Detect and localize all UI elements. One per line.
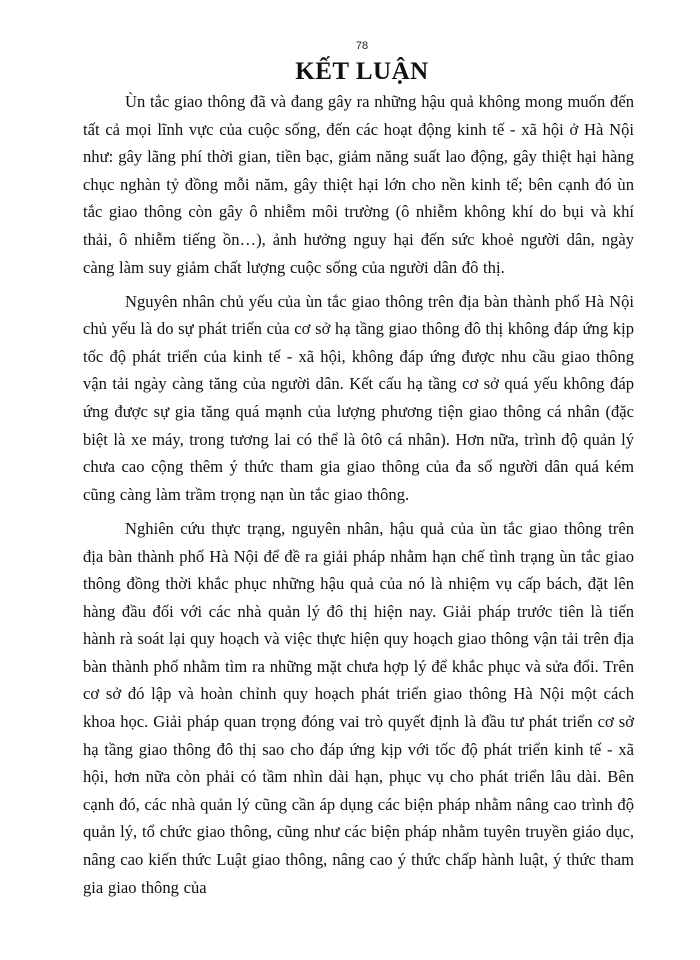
- page-number: 78: [355, 40, 369, 52]
- paragraph-consequences: Ùn tắc giao thông đã và đang gây ra những hậu quả không mong muốn đến tất cả mọi lĩnh vực của cuộc sống, đến các hoạt động kinh tế - xã hội ở Hà Nội như: gây lãng phí thời gian, tiền bạc, giảm năng suất lao động, gây thiệt hại hàng chục nghàn tỷ đồng mỗi năm, gây thiệt hại lớn cho nền kinh tế; bên cạnh đó ùn tắc giao thông còn gây ô nhiễm môi trường (ô nhiễm không khí do bụi và khí thải, ô nhiễm tiếng ồn…), ảnh hưởng nguy hại đến sức khoẻ người dân, ngày càng làm suy giảm chất lượng cuộc sống của người dân đô thị.: [83, 92, 634, 277]
- paragraph-solutions: Nghiên cứu thực trạng, nguyên nhân, hậu quả của ùn tắc giao thông trên địa bàn thành phố Hà Nội để đề ra giải pháp nhằm hạn chế tình trạng ùn tắc giao thông đồng thời khắc phục những hậu quả của nó là nhiệm vụ cấp bách, đặt lên hàng đầu đối với các nhà quản lý đô thị hiện nay. Giải pháp trước tiên là tiến hành rà soát lại quy hoạch và việc thực hiện quy hoạch giao thông vận tải trên địa bàn thành phố nhằm tìm ra những mặt chưa hợp lý để khắc phục và sửa đổi. Trên cơ sở đó lập và hoàn chỉnh quy hoạch phát triển giao thông Hà Nội một cách khoa học. Giải pháp quan trọng đóng vai trò quyết định là đầu tư phát triển cơ sở hạ tầng giao thông đô thị sao cho đáp ứng kịp với tốc độ phát triển kinh tế - xã hội, hơn nữa còn phải có tầm nhìn dài hạn, phục vụ cho phát triển lâu dài. Bên cạnh đó, các nhà quản lý cũng cần áp dụng các biện pháp nhằm nâng cao trình độ quản lý, tổ chức giao thông, cũng như các biện pháp nhằm tuyên truyền giáo dục, nâng cao kiến thức Luật giao thông, nâng cao ý thức chấp hành luật, ý thức tham gia giao thông của: [83, 518, 634, 897]
- paragraph-causes: Nguyên nhân chủ yếu của ùn tắc giao thông trên địa bàn thành phố Hà Nội chủ yếu là do sự phát triển của cơ sở hạ tầng giao thông đô thị không đáp ứng kịp tốc độ phát triển của kinh tế - xã hội, không đáp ứng được nhu cầu giao thông vận tải ngày càng tăng của người dân. Kết cấu hạ tầng cơ sở quá yếu không đáp ứng được sự gia tăng quá mạnh của lượng phương tiện giao thông cá nhân (đặc biệt là xe máy, trong tương lai có thể là ôtô cá nhân). Hơn nữa, trình độ quản lý chưa cao cộng thêm ý thức tham gia giao thông của đa số người dân quá kém cũng càng làm trầm trọng nạn ùn tắc giao thông.: [83, 291, 634, 504]
- page-title: KẾT LUẬN: [295, 58, 429, 85]
- body-text: [83, 88, 634, 908]
